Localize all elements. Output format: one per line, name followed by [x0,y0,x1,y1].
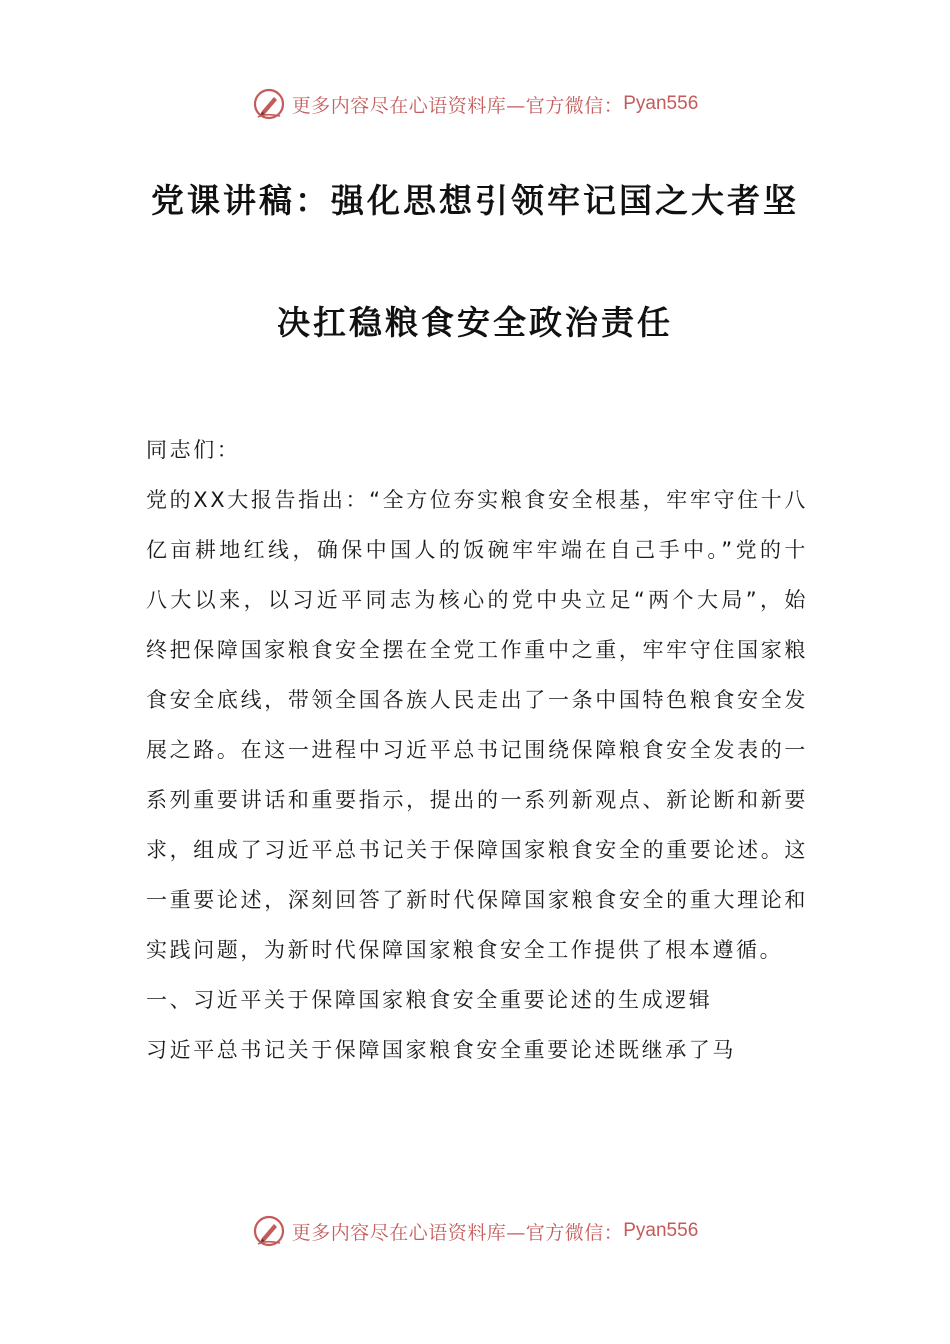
pen-logo-icon [252,1214,286,1248]
pen-logo-icon [252,87,286,121]
document-body [146,425,808,1075]
greeting: 同志们： [146,438,241,462]
footer-banner [0,1211,950,1251]
paragraph: 习近平总书记关于保障国家粮食安全重要论述既继承了马 [146,1038,736,1062]
banner-wechat-id: Pyan556 [623,1220,699,1241]
section-heading: 一、习近平关于保障国家粮食安全重要论述的生成逻辑 [146,988,713,1012]
paragraph: 党的XX大报告指出：“全方位夯实粮食安全根基，牢牢守住十八亿亩耕地红线，确保中国人的饭碗牢牢端在自己手中。”党的十八大以来，以习近平同志为核心的党中央立足“两个大局”，始终把保障国家粮食安全摆在全党工作重中之重，牢牢守住国家粮食安全底线，带领全国各族人民走出了一条中国特色粮食安全发展之路。在这一进程中习近平总书记围绕保障粮食安全发表的一系列重要讲话和重要指示，提出的一系列新观点、新论断和新要求，组成了习近平总书记关于保障国家粮食安全的重要论述。这一重要论述，深刻回答了新时代保障国家粮食安全的重大理论和实践问题，为新时代保障国家粮食安全工作提供了根本遵循。 [146,488,808,962]
banner-text: 更多内容尽在心语资料库—官方微信： [291,94,624,117]
document-title-line-2: 决扛稳粮食安全政治责任 [277,303,673,342]
banner-text: 更多内容尽在心语资料库—官方微信： [291,1221,624,1244]
document-title-line-1: 党课讲稿：强化思想引领牢记国之大者坚 [151,181,799,220]
header-banner [0,84,950,124]
banner-wechat-id: Pyan556 [623,93,699,114]
